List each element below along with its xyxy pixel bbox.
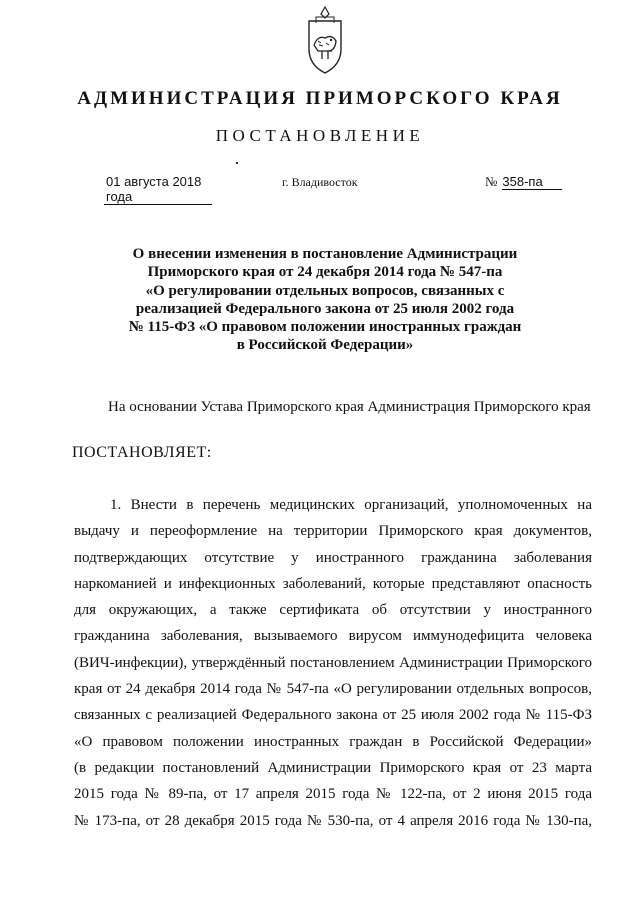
body-line: (в редакции постановлений Администрации Приморского края от 23 марта — [74, 759, 592, 776]
body-line: наркоманией и инфекционных заболеваний, которые представляют опасность — [74, 575, 592, 592]
body-line: для окружающих, а также сертификата об отсутствии у иностранного — [74, 602, 592, 619]
decree-word: ПОСТАНОВЛЯЕТ: — [72, 444, 212, 461]
document-type: ПОСТАНОВЛЕНИЕ — [215, 126, 425, 145]
heading-line: реализацией Федерального закона от 25 июля 2002 года — [135, 300, 515, 317]
body-line: края от 24 декабря 2014 года № 547-па «О регулировании отдельных вопросов, — [74, 681, 592, 698]
document-heading — [120, 245, 530, 355]
document-number — [485, 174, 562, 190]
heading-line: в Российской Федерации» — [236, 337, 414, 354]
body-line: (ВИЧ-инфекции), утверждённый постановлением Администрации Приморского — [74, 654, 592, 671]
heading-line: № 115-ФЗ «О правовом положении иностранных граждан — [128, 319, 522, 336]
document-date: 01 августа 2018 года — [104, 174, 212, 205]
body-paragraph — [74, 492, 592, 834]
scan-speck — [236, 162, 238, 164]
number-sign: № — [485, 174, 498, 189]
body-line: гражданина заболевания, вызываемого вирусом иммунодефицита человека — [74, 628, 592, 645]
body-line: выдачу и переоформление на территории Приморского края документов, — [74, 523, 592, 540]
heading-line: Приморского края от 24 декабря 2014 года № 547-па — [147, 264, 503, 281]
heading-line: «О регулировании отдельных вопросов, связанных с — [145, 282, 505, 299]
body-line: № 173-па, от 28 декабря 2015 года № 530-па, от 4 апреля 2016 года № 130-па, — [74, 812, 592, 829]
body-line: подтверждающих отсутствие у иностранного гражданина заболевания — [74, 549, 592, 566]
coat-of-arms-tiger-icon — [302, 5, 348, 77]
organization-title: АДМИНИСТРАЦИЯ ПРИМОРСКОГО КРАЯ — [77, 88, 563, 109]
body-line: 1. Внести в перечень медицинских организаций, уполномоченных на — [110, 497, 592, 513]
heading-line: О внесении изменения в постановление Администрации — [132, 246, 518, 262]
document-place: г. Владивосток — [282, 175, 358, 189]
legal-basis-line: На основании Устава Приморского края Администрация Приморского края — [108, 399, 591, 415]
body-line: «О правовом положении иностранных граждан в Российской Федерации» — [74, 733, 592, 750]
body-line: 2015 года № 89-па, от 17 апреля 2015 года № 122-па, от 2 июня 2015 года — [74, 786, 592, 803]
number-value: 358-па — [502, 174, 562, 190]
body-line: связанных с реализацией Федерального закона от 25 июля 2002 года № 115-ФЗ — [74, 707, 592, 724]
